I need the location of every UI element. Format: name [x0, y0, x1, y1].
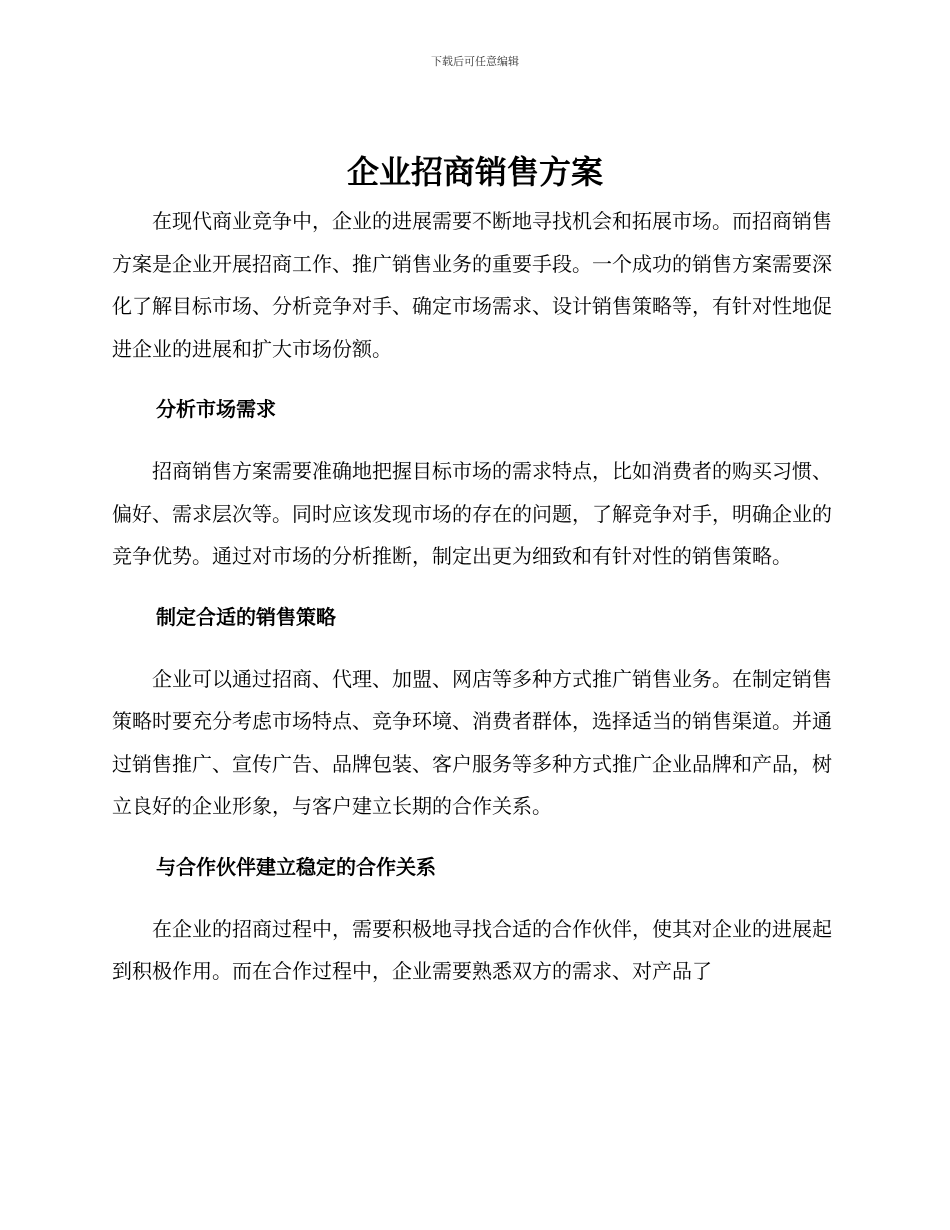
section-heading-sales-strategy: 制定合适的销售策略	[156, 604, 336, 629]
section-paragraph-partnership: 在企业的招商过程中，需要积极地寻找合适的合作伙伴，使其对企业的进展起到积极作用。而在合作过程中，企业需要熟悉双方的需求、对产品了	[112, 916, 832, 983]
page-header: 下载后可任意编辑	[431, 55, 519, 68]
section-heading-market-demand: 分析市场需求	[156, 397, 276, 421]
document-title: 企业招商销售方案	[346, 153, 603, 191]
section-paragraph-market-demand: 招商销售方案需要准确地把握目标市场的需求特点，比如消费者的购买习惯、偏好、需求层次等。同时应该发现市场的存在的问题，了解竞争对手，明确企业的竞争优势。通过对市场的分析推断，制定出更为细致和有针对性的销售策略。	[112, 459, 832, 568]
intro-paragraph: 在现代商业竞争中，企业的进展需要不断地寻找机会和拓展市场。而招商销售方案是企业开展招商工作、推广销售业务的重要手段。一个成功的销售方案需要深化了解目标市场、分析竞争对手、确定市场需求、设计销售策略等，有针对性地促进企业的进展和扩大市场份额。	[112, 209, 832, 361]
section-paragraph-sales-strategy: 企业可以通过招商、代理、加盟、网店等多种方式推广销售业务。在制定销售策略时要充分考虑市场特点、竞争环境、消费者群体，选择适当的销售渠道。并通过销售推广、宣传广告、品牌包装、客户服务等多种方式推广企业品牌和产品，树立良好的企业形象，与客户建立长期的合作关系。	[112, 666, 832, 818]
section-heading-partnership: 与合作伙伴建立稳定的合作关系	[156, 854, 436, 879]
document-body	[112, 200, 832, 993]
